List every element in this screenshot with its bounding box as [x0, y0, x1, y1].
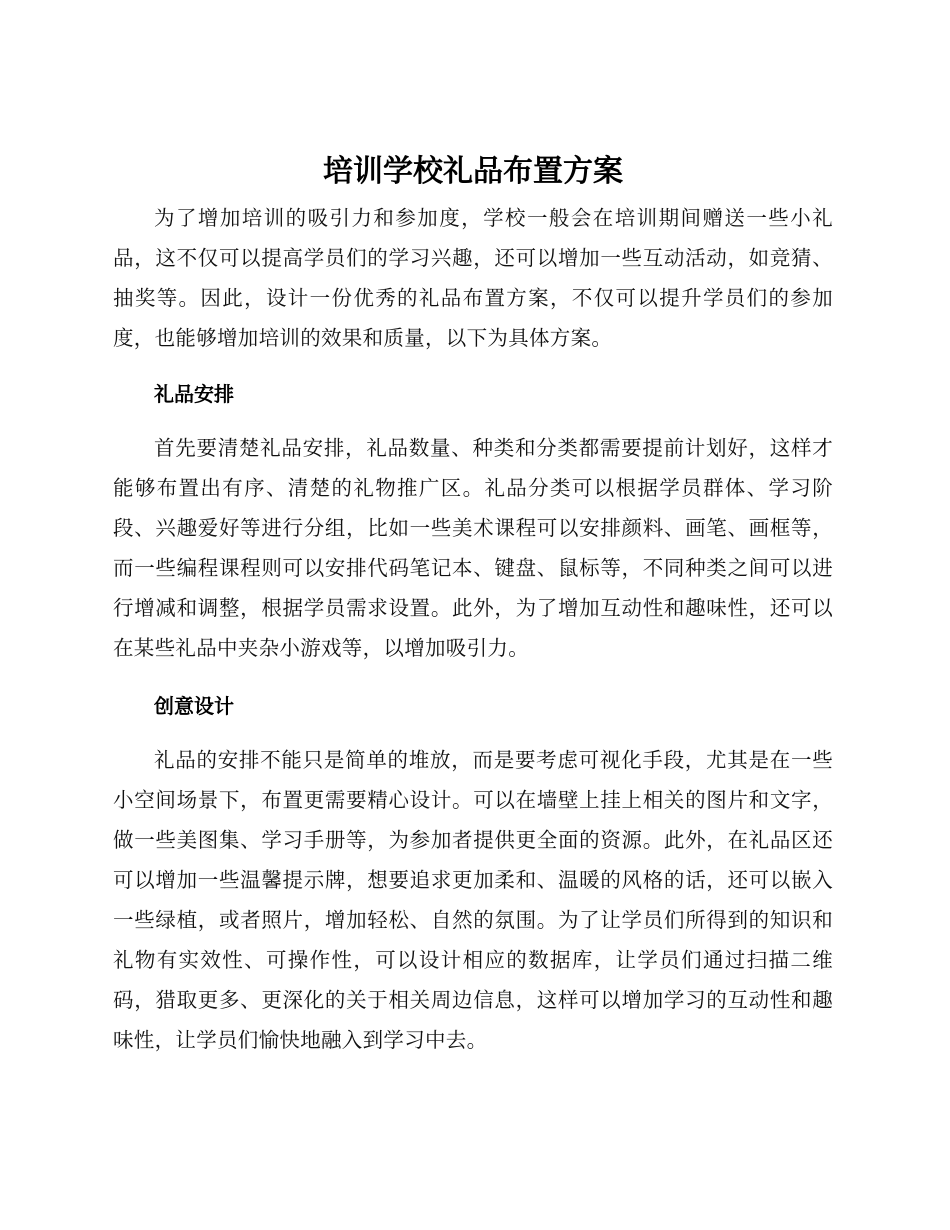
section-heading-gift-arrangement: 礼品安排 — [154, 382, 234, 406]
section-heading-creative-design: 创意设计 — [154, 694, 234, 718]
section-body-creative-design: 礼品的安排不能只是简单的堆放，而是要考虑可视化手段，尤其是在一些小空间场景下，布置更需要精心设计。可以在墙壁上挂上相关的图片和文字，做一些美图集、学习手册等，为参加者提供更全面的资源。此外，在礼品区还可以增加一些温馨提示牌，想要追求更加柔和、温暖的风格的话，还可以嵌入一些绿植，或者照片，增加轻松、自然的氛围。为了让学员们所得到的知识和礼物有实效性、可操作性，可以设计相应的数据库，让学员们通过扫描二维码，猎取更多、更深化的关于相关周边信息，这样可以增加学习的互动性和趣味性，让学员们愉快地融入到学习中去。 — [113, 748, 833, 1052]
intro-paragraph: 为了增加培训的吸引力和参加度，学校一般会在培训期间赠送一些小礼品，这不仅可以提高学员们的学习兴趣，还可以增加一些互动活动，如竞猜、抽奖等。因此，设计一份优秀的礼品布置方案，不仅可以提升学员们的参加度，也能够增加培训的效果和质量，以下为具体方案。 — [113, 206, 833, 350]
document-title: 培训学校礼品布置方案 — [323, 154, 623, 189]
section-body-gift-arrangement: 首先要清楚礼品安排，礼品数量、种类和分类都需要提前计划好，这样才能够布置出有序、清楚的礼物推广区。礼品分类可以根据学员群体、学习阶段、兴趣爱好等进行分组，比如一些美术课程可以安排颜料、画笔、画框等，而一些编程课程则可以安排代码笔记本、键盘、鼠标等，不同种类之间可以进行增减和调整，根据学员需求设置。此外，为了增加互动性和趣味性，还可以在某些礼品中夹杂小游戏等，以增加吸引力。 — [113, 436, 833, 660]
document-page — [113, 150, 833, 1060]
